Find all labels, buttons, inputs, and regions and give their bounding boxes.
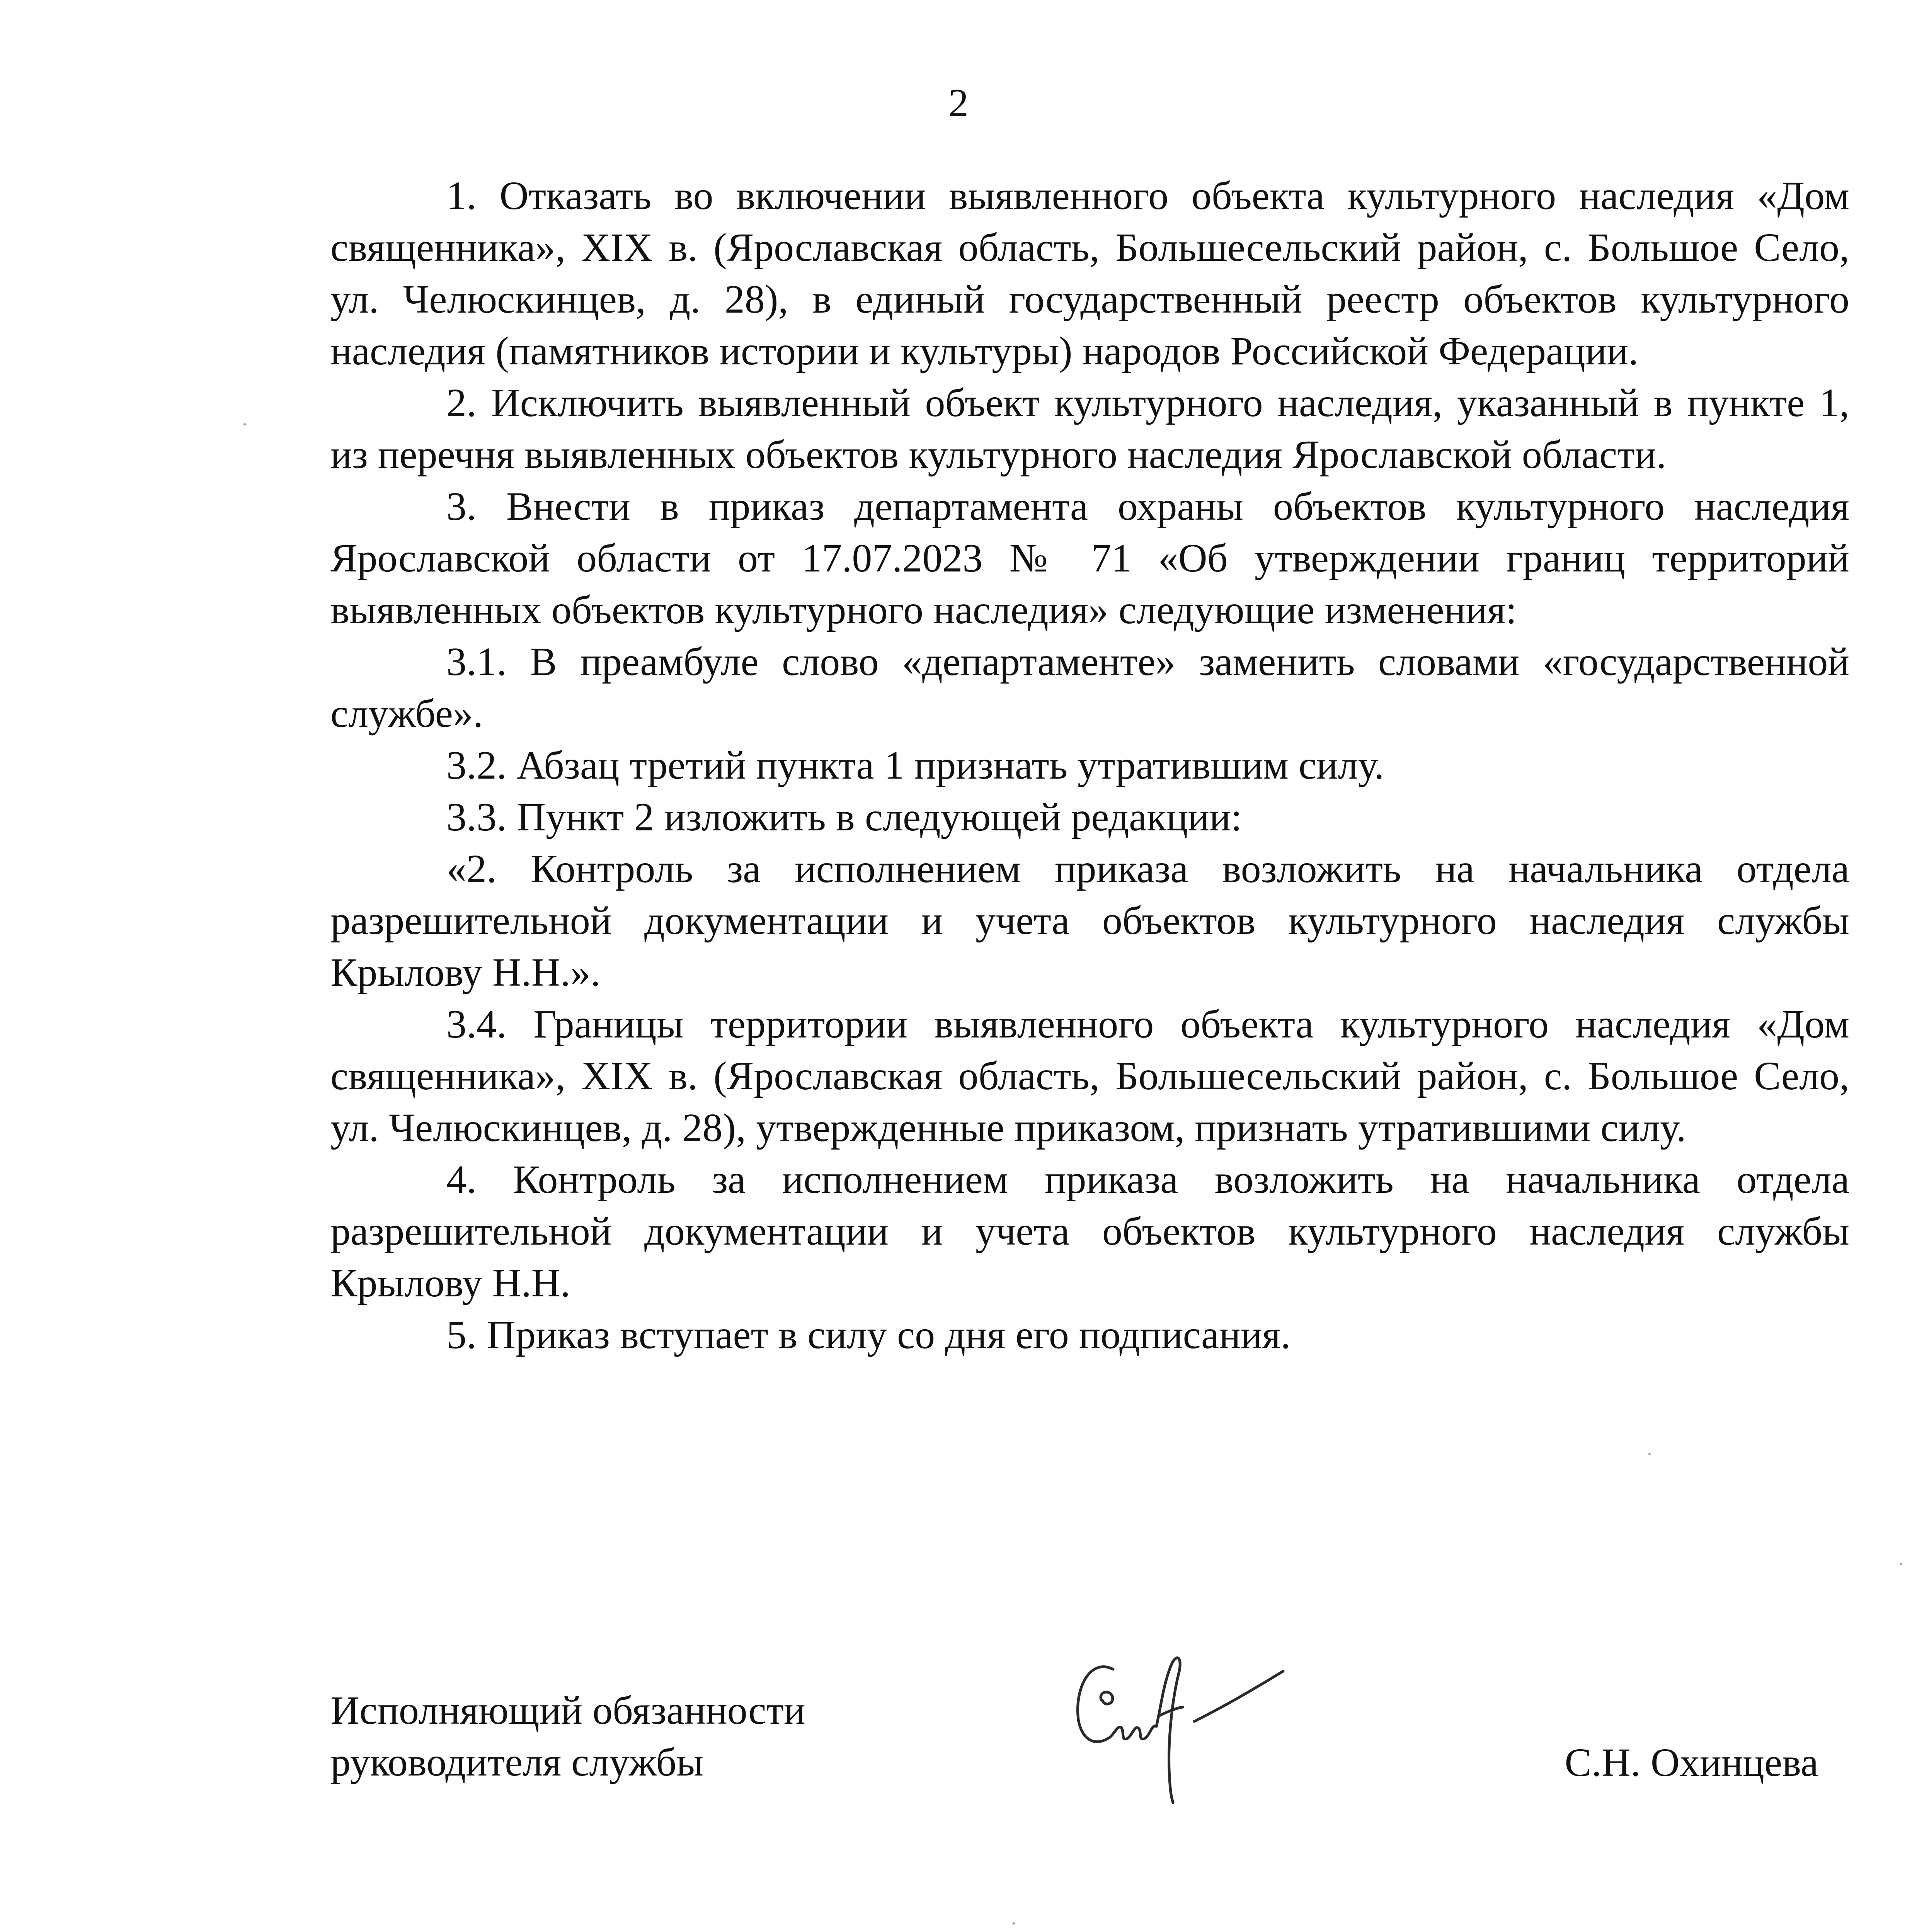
- signer-position: [330, 1685, 805, 1788]
- scan-speck: [243, 423, 246, 425]
- paragraph-3-3-quote: «2. Контроль за исполнением приказа возложить на начальника отдела разрешительной документации и учета объектов культурного наследия службы Крылову Н.Н.».: [330, 847, 1849, 995]
- paragraph-4: 4. Контроль за исполнением приказа возложить на начальника отдела разрешительной документации и учета объектов культурного наследия службы Крылову Н.Н.: [330, 1157, 1849, 1305]
- scan-speck: [1648, 1453, 1651, 1455]
- page-number: 2: [948, 81, 969, 125]
- paragraph-3-2: 3.2. Абзац третий пункта 1 признать утратившим силу.: [446, 743, 1384, 787]
- handwritten-signature: [1067, 1642, 1306, 1828]
- signer-position-line-1: Исполняющий обязанности: [330, 1688, 805, 1733]
- paragraph-1: 1. Отказать во включении выявленного объекта культурного наследия «Дом священника», XIX в. (Ярославская область, Большесельский район, с. Большое Село, ул. Челюскинцев, д. 28), в единый государственный реестр объектов культурного наследия (памятников истории и культуры) народов Российской Федерации.: [330, 173, 1849, 373]
- paragraph-3-3: 3.3. Пункт 2 изложить в следующей редакции:: [446, 795, 1242, 839]
- paragraph-3-1: 3.1. В преамбуле слово «департаменте» заменить словами «государственной службе».: [330, 639, 1849, 736]
- paragraph-2: 2. Исключить выявленный объект культурного наследия, указанный в пункте 1, из перечня выявленных объектов культурного наследия Ярославской области.: [330, 381, 1849, 477]
- scan-speck: [1900, 1563, 1902, 1565]
- paragraph-3-4: 3.4. Границы территории выявленного объекта культурного наследия «Дом священника», XIX в. (Ярославская область, Большесельский район, с. Большое Село, ул. Челюскинцев, д. 28), утвержденные приказом, признать утратившими силу.: [330, 1002, 1849, 1150]
- document-body: [330, 170, 1849, 1361]
- signer-position-line-2: руководителя службы: [330, 1740, 704, 1784]
- paragraph-5: 5. Приказ вступает в силу со дня его подписания.: [446, 1313, 1291, 1357]
- paragraph-3: 3. Внести в приказ департамента охраны объектов культурного наследия Ярославской области от 17.07.2023 № 71 «Об утверждении границ территорий выявленных объектов культурного наследия» следующие изменения:: [330, 484, 1849, 632]
- scan-speck: [1013, 1922, 1015, 1925]
- signer-name: С.Н. Охинцева: [1565, 1740, 1818, 1785]
